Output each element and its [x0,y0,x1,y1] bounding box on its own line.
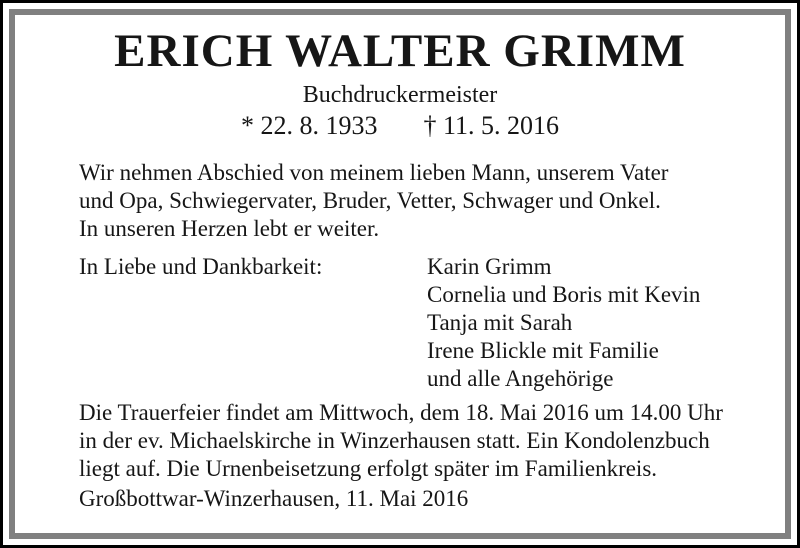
tribute-label: In Liebe und Dankbarkeit: [79,254,323,279]
death-cross-icon: † [423,111,437,140]
farewell-paragraph [79,159,721,243]
birth-date-value: 22. 8. 1933 [260,111,378,140]
mourner-name: Tanja mit Sarah [427,310,573,335]
mourner-list [427,253,700,393]
service-line: Die Trauerfeier findet am Mittwoch, dem 18. Mai 2016 um 14.00 Uhr [79,400,723,425]
farewell-line: und Opa, Schwiegervater, Bruder, Vetter, Schwager und Onkel. [79,188,661,213]
birth-star-icon: * [240,111,254,140]
mourner-name: und alle Angehörige [427,366,614,391]
life-dates [79,111,721,141]
farewell-line: Wir nehmen Abschied von meinem lieben Mann, unserem Vater [79,160,669,185]
place-date: Großbottwar-Winzerhausen, 11. Mai 2016 [79,486,469,511]
inner-gray-frame [9,9,791,539]
obituary-header [79,27,721,141]
death-date [423,111,559,141]
farewell-line: In unseren Herzen lebt er weiter. [79,216,380,241]
death-date-value: 11. 5. 2016 [442,111,560,140]
mourner-name: Cornelia und Boris mit Kevin [427,282,701,307]
mourner-name: Irene Blickle mit Familie [427,338,659,363]
obituary-content [15,27,785,513]
tribute-section [79,253,721,393]
deceased-name: ERICH WALTER GRIMM [114,25,686,77]
profession: Buchdruckermeister [302,82,498,108]
mourner-name: Karin Grimm [427,254,552,279]
service-paragraph [79,399,721,483]
service-line: in der ev. Michaelskirche in Winzerhausen statt. Ein Kondolenzbuch [79,428,710,453]
birth-date [241,111,378,141]
service-line: liegt auf. Die Urnenbeisetzung erfolgt später im Familienkreis. [79,456,658,481]
